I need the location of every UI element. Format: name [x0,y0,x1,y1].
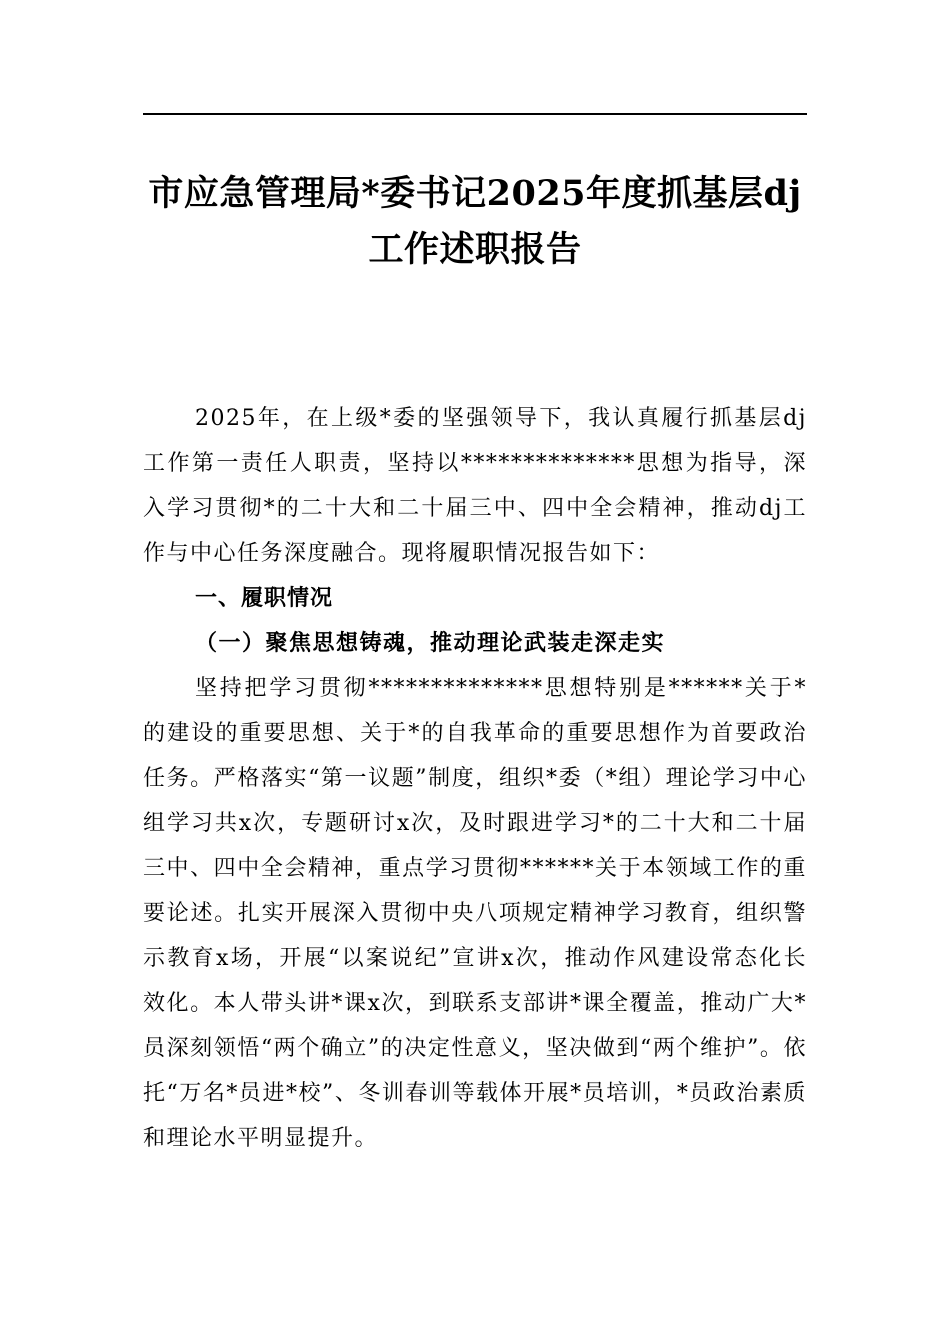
document-body [143,396,807,1161]
title-line-1: 市应急管理局*委书记2025年度抓基层dj [148,173,802,214]
intro-paragraph: 2025年，在上级*委的坚强领导下，我认真履行抓基层dj工作第一责任人职责，坚持以**************思想为指导，深入学习贯彻*的二十大和二十届三中、四中全会精神，推动dj工作与中心任务深度融合。现将履职情况报告如下： [143,406,808,566]
document-title [143,166,807,278]
subsection-heading-1: （一）聚焦思想铸魂，推动理论武装走深走实 [195,630,666,656]
title-line-2: 工作述职报告 [368,229,582,270]
subsection-1-paragraph: 坚持把学习贯彻**************思想特别是******关于*的建设的重要思想、关于*的自我革命的重要思想作为首要政治任务。严格落实“第一议题”制度，组织*委（*组）理论学习中心组学习共x次，专题研讨x次，及时跟进学习*的二十大和二十届三中、四中全会精神，重点学习贯彻******关于本领域工作的重要论述。扎实开展深入贯彻中央八项规定精神学习教育，组织警示教育x场，开展“以案说纪”宣讲x次，推动作风建设常态化长效化。本人带头讲*课x次，到联系支部讲*课全覆盖，推动广大*员深刻领悟“两个确立”的决定性意义，坚决做到“两个维护”。依托“万名*员进*校”、冬训春训等载体开展*员培训，*员政治素质和理论水平明显提升。 [143,676,807,1151]
header-rule [143,113,807,115]
section-heading-1: 一、履职情况 [195,586,334,611]
